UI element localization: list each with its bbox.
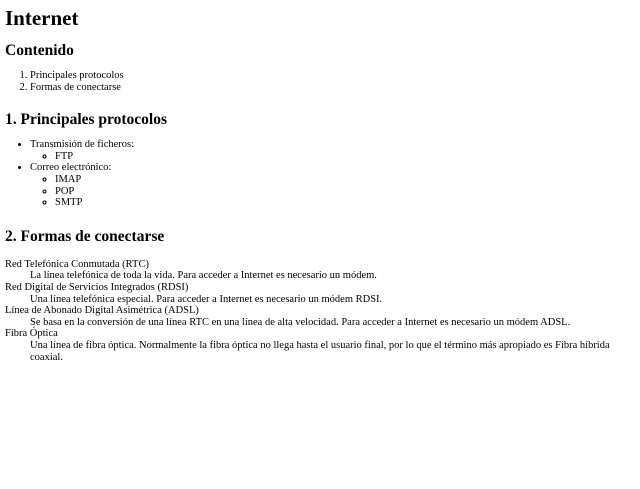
connection-description-rtc: La línea telefónica de toda la vida. Para acceder a Internet es necesario un módem. <box>30 270 377 282</box>
protocol-group-label: Transmisión de ficheros: <box>30 139 135 151</box>
protocol-item-imap: ◦ IMAP <box>55 174 635 186</box>
protocol-sublist <box>30 151 635 163</box>
table-of-contents <box>5 70 635 93</box>
toc-heading: Contenido <box>5 42 74 59</box>
connection-term-rtc: Red Telefónica Conmutada (RTC) <box>5 258 149 270</box>
section-heading-protocols: 1. Principales protocolos <box>5 111 168 129</box>
connection-description-fiber: Una línea de fibra óptica. Normalmente la fibra óptica no llega hasta el usuario final, por lo que el término más apropiado es Fibra híbrida coaxial. <box>30 339 610 363</box>
protocol-sublist <box>30 174 635 209</box>
document-page <box>0 7 640 363</box>
connection-term-rdsi: Red Digital de Servicios Integrados (RDSI) <box>5 281 189 293</box>
protocol-item-pop: ◦ POP <box>55 186 635 198</box>
connection-description-adsl: Se basa en la conversión de una línea RTC en una línea de alta velocidad. Para acceder a Internet es necesario un módem ADSL. <box>30 316 571 328</box>
toc-item-connections: 2. Formas de conectarse <box>30 82 635 94</box>
connection-term-fiber: Fibra Óptica <box>5 328 58 340</box>
page-title: Internet <box>5 6 79 30</box>
connection-term-adsl: Línea de Abonado Digital Asimétrica (ADSL) <box>5 305 199 317</box>
protocol-group-label: Correo electrónico: <box>30 162 112 174</box>
protocol-group-file-transfer <box>30 139 635 162</box>
protocol-item-ftp: ◦ FTP <box>55 151 635 163</box>
toc-item-protocols: 1. Principales protocolos <box>30 70 635 82</box>
protocol-item-smtp: ◦ SMTP <box>55 197 635 209</box>
protocols-list <box>5 139 635 209</box>
connection-description-rdsi: Una línea telefónica especial. Para acceder a Internet es necesario un módem RDSI. <box>30 293 383 305</box>
connection-types-list <box>5 259 635 363</box>
section-heading-connections: 2. Formas de conectarse <box>5 227 165 245</box>
protocol-group-email <box>30 162 635 208</box>
